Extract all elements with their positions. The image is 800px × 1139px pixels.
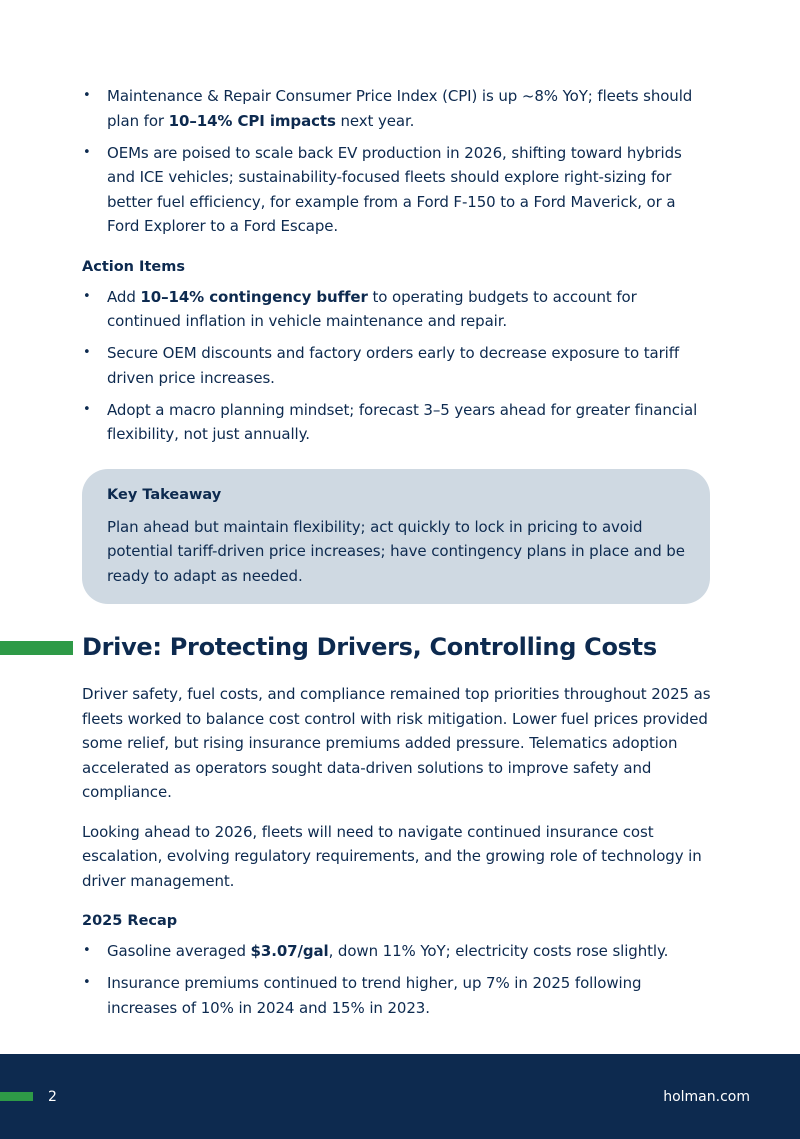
section-accent-bar [0,641,73,655]
bullet-list [82,84,712,239]
key-takeaway-body: Plan ahead but maintain flexibility; act quickly to lock in pricing to avoid potential tariff-driven price increases; have contingency plans in place and be ready to adapt as needed. [107,517,685,585]
bullet-text: Maintenance & Repair Consumer Price Index (CPI) is up ~8% YoY; fleets should plan for [107,87,693,130]
bullet-bold-text: $3.07/gal [250,942,329,960]
page-footer [0,1054,800,1139]
section-paragraph: Driver safety, fuel costs, and compliance remained top priorities throughout 2025 as fleets worked to balance cost control with risk mitigation. Lower fuel prices provided some relief, but rising insurance premiums added pressure. Telematics adoption accelerated as operators sought data-driven solutions to improve safety and compliance. [82,685,711,801]
list-item [82,285,712,334]
page-number: 2 [48,1089,57,1105]
bullet-text: OEMs are poised to scale back EV production in 2026, shifting toward hybrids and ICE vehicles; sustainability-focused fleets should explore right-sizing for better fuel efficiency, for example from a Ford F-150 to a Ford Maverick, or a Ford Explorer to a Ford Escape. [107,143,682,235]
bullet-text: Gasoline averaged [107,942,251,960]
action-items-heading: Action Items [82,258,185,275]
bullet-bold-text: 10–14% contingency buffer [140,287,368,306]
recap-heading: 2025 Recap [82,913,178,929]
bullet-text: , down 11% YoY; electricity costs rose slightly. [328,942,669,960]
list-item [82,84,712,133]
key-takeaway-box [82,469,710,605]
section-paragraph: Looking ahead to 2026, fleets will need to navigate continued insurance cost escalation, evolving regulatory requirements, and the growing role of technology in driver management. [82,822,702,890]
list-item [82,939,712,964]
bullet-bold-text: 10–14% CPI impacts [168,111,336,130]
bullet-text: Secure OEM discounts and factory orders early to decrease exposure to tariff driven price increases. [107,344,680,387]
list-item [82,971,712,1020]
page-content [82,84,712,1028]
recap-list [82,939,712,1020]
section-title: Drive: Protecting Drivers, Controlling Costs [82,633,657,661]
bullet-text: Adopt a macro planning mindset; forecast 3–5 years ahead for greater financial flexibility, not just annually. [107,400,698,443]
bullet-text: Add [107,287,141,306]
list-item [82,398,712,447]
key-takeaway-title: Key Takeaway [107,486,222,503]
action-items-list [82,285,712,447]
list-item [82,341,712,390]
list-item [82,141,712,239]
footer-website-link[interactable]: holman.com [663,1089,750,1105]
bullet-text: next year. [335,111,415,130]
bullet-text: Insurance premiums continued to trend higher, up 7% in 2025 following increases of 10% in 2024 and 15% in 2023. [107,974,642,1017]
footer-accent-bar [0,1092,33,1101]
bullet-text: to operating budgets to account for continued inflation in vehicle maintenance and repair. [107,287,637,330]
